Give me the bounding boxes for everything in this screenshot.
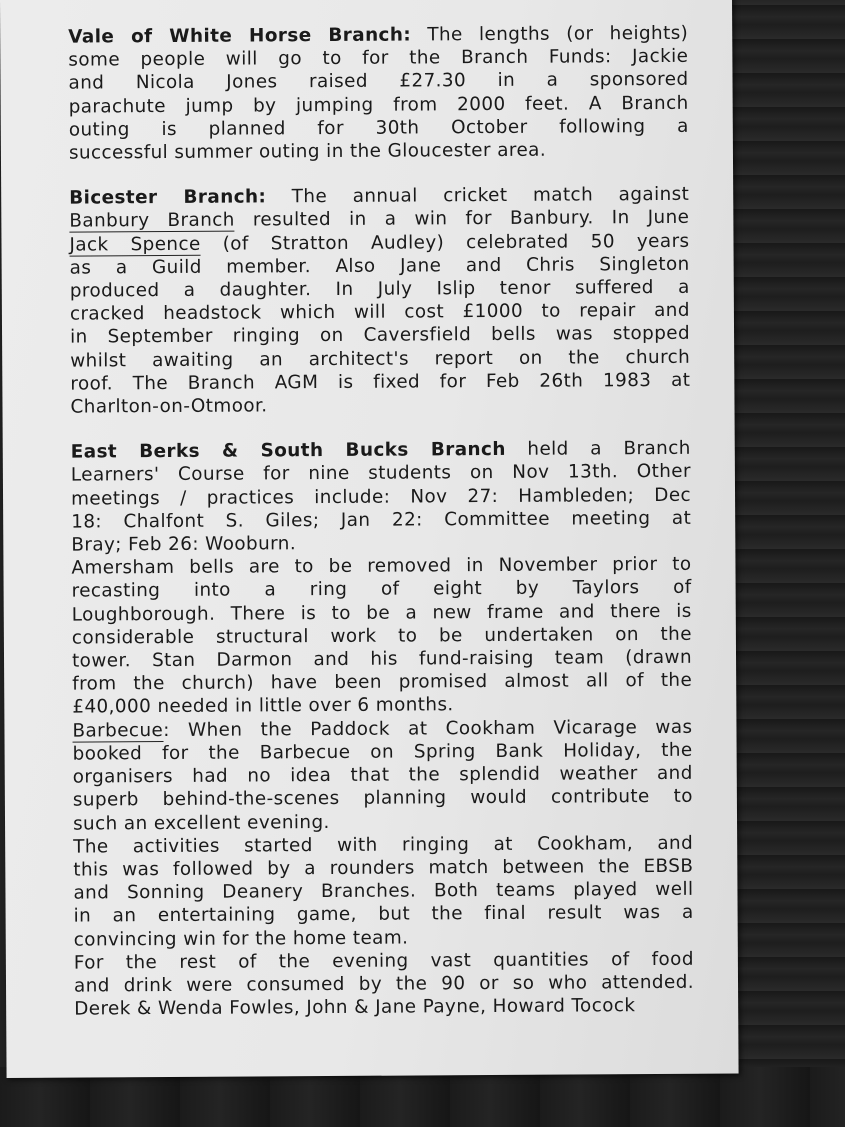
text-line: [69, 206, 689, 233]
paragraph-bicester: [69, 183, 690, 419]
text-line: [72, 576, 692, 603]
line-text: The activities started with ringing at Cookham, and: [73, 832, 694, 858]
line-text: : When the Paddock at Cookham Vicarage was: [163, 716, 693, 741]
line-text: cracked headstock which will cost £1000 to repair and: [69, 300, 690, 325]
text-line: [72, 669, 692, 696]
line-text: from the church) have been promised almost all of the: [72, 670, 693, 695]
text-line: [70, 369, 690, 396]
line-text: For the rest of the evening vast quantities of food: [73, 948, 694, 974]
text-line: [69, 115, 689, 142]
underlined-phrase: Banbury Branch: [69, 209, 235, 233]
paragraph-ebsb: [71, 437, 695, 1021]
line-text: such an excellent evening.: [72, 811, 330, 835]
line-text: outing is planned for 30th October following a: [68, 115, 689, 141]
line-text: superb behind-the-scenes planning would contribute to: [72, 786, 693, 811]
line-text: meetings / practices include: Nov 27: Hambleden; Dec: [70, 484, 692, 510]
line-text: Loughborough. There is to be a new frame and there is: [71, 600, 692, 626]
line-text: held a Branch: [505, 438, 691, 461]
line-text: 18: Chalfont S. Giles; Jan 22: Committee meeting at: [71, 507, 692, 533]
line-text: convincing win for the home team.: [73, 927, 409, 951]
line-text: and Nicola Jones raised £27.30 in a sponsored: [68, 69, 689, 94]
text-line: [70, 392, 690, 419]
text-line: [71, 460, 691, 487]
article-text: [68, 22, 694, 1021]
line-text: recasting into a ring of eight by Taylors of: [71, 577, 692, 603]
line-text: in an entertaining game, but the final result was a: [73, 902, 694, 927]
line-text: The annual cricket match against: [266, 184, 690, 208]
line-text: successful summer outing in the Gloucester area.: [68, 139, 547, 164]
line-text: Amersham bells are to be removed in November prior to: [71, 554, 692, 579]
line-text: as a Guild member. Also Jane and Chris Singleton: [69, 253, 690, 279]
line-text: and drink were consumed by the 90 or so who attended.: [73, 971, 695, 997]
line-text: roof. The Branch AGM is fixed for Feb 26th 1983 at: [70, 369, 691, 395]
line-text: some people will go to for the Branch Funds: Jackie: [68, 45, 689, 71]
underlined-phrase: Jack Spence: [69, 233, 201, 256]
line-text: whilst awaiting an architect's report on the church: [70, 346, 691, 372]
line-text: and Sonning Deanery Branches. Both teams played well: [73, 878, 694, 904]
text-line: [71, 507, 691, 534]
line-text: Derek & Wenda Fowles, John & Jane Payne, Howard Tocock: [74, 995, 636, 1020]
underlined-phrase: Barbecue: [72, 719, 164, 742]
line-text: resulted in a win for Banbury. In June: [234, 207, 690, 231]
line-text: (of Stratton Audley) celebrated 50 years: [200, 230, 690, 255]
line-text: Learners' Course for nine students on Nov 13th. Other: [70, 461, 691, 487]
branch-heading: East Berks & South Bucks Branch: [70, 439, 506, 463]
branch-heading: Bicester Branch:: [69, 186, 267, 209]
line-text: this was followed by a rounders match between the EBSB: [73, 855, 694, 881]
branch-heading: Vale of White Horse Branch:: [68, 24, 412, 48]
line-text: parachute jump by jumping from 2000 feet. A Branch: [68, 92, 689, 118]
line-text: booked for the Barbecue on Spring Bank Holiday, the: [72, 739, 693, 765]
line-text: Bray; Feb 26: Wooburn.: [71, 533, 297, 556]
text-line: [68, 68, 688, 95]
paragraph-vale: [68, 22, 689, 165]
text-line: [70, 322, 690, 349]
line-text: The lengths (or heights): [411, 22, 689, 46]
line-text: Charlton-on-Otmoor.: [70, 395, 268, 418]
text-line: [69, 138, 689, 165]
text-line: [74, 901, 694, 928]
line-text: produced a daughter. In July Islip tenor suffered a: [69, 276, 690, 302]
wooden-table-right: [730, 0, 845, 1127]
line-text: organisers had no idea that the splendid weather and: [72, 762, 693, 788]
line-text: considerable structural work to be undertaken on the: [71, 623, 692, 649]
line-text: tower. Stan Darmon and his fund-raising team (drawn: [71, 646, 693, 672]
text-line: [74, 994, 694, 1021]
text-line: [73, 785, 693, 812]
line-text: in September ringing on Caversfield bells was stopped: [69, 323, 691, 349]
line-text: £40,000 needed in little over 6 months.: [72, 694, 454, 719]
